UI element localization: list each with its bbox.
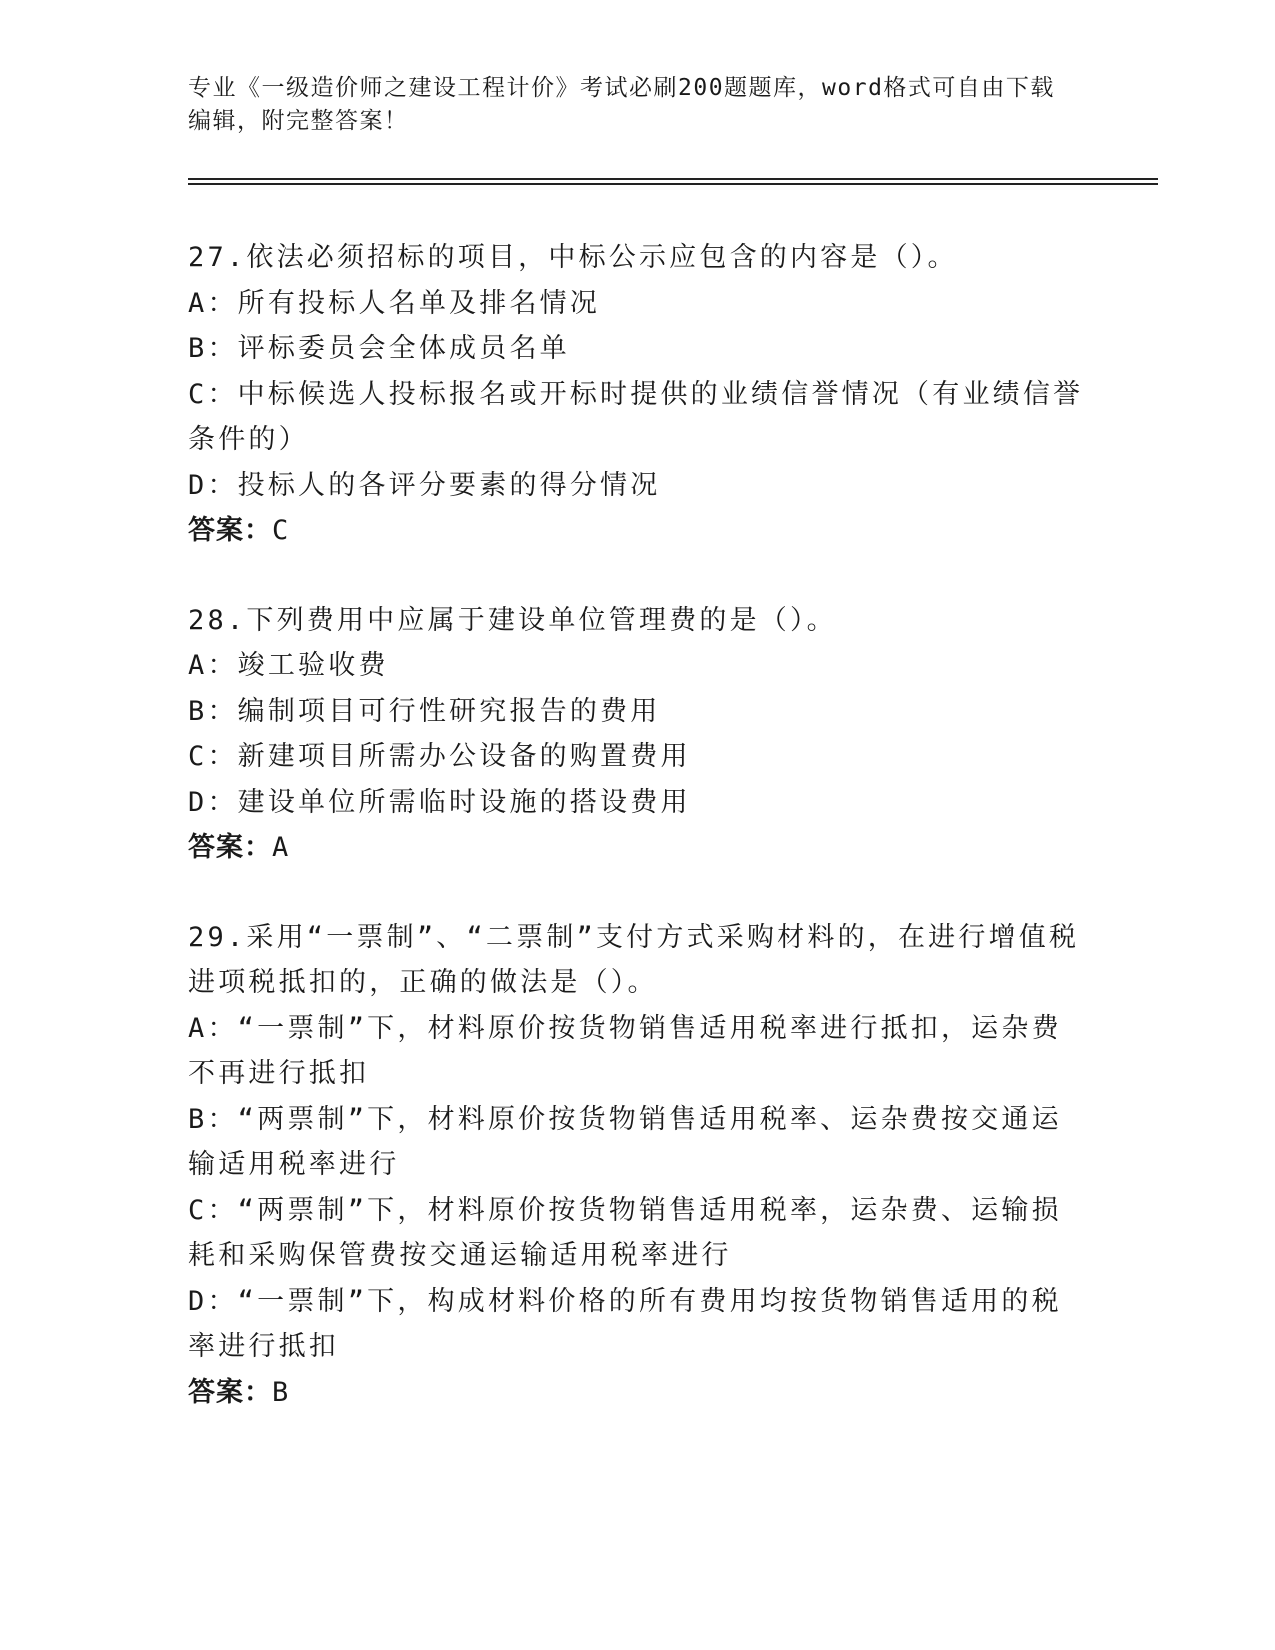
question-list (188, 235, 1088, 1459)
option-d: D：“一票制”下，构成材料价格的所有费用均按货物销售适用的税率进行抵扣 (188, 1285, 1062, 1362)
answer-value: C (272, 515, 290, 546)
option-c: C：“两票制”下，材料原价按货物销售适用税率，运杂费、运输损耗和采购保管费按交通运输适用税率进行 (188, 1194, 1062, 1271)
answer-label: 答案： (188, 1376, 272, 1408)
answer (188, 825, 1088, 871)
option-b: B：“两票制”下，材料原价按货物销售适用税率、运杂费按交通运输适用税率进行 (188, 1103, 1062, 1180)
question-29 (188, 915, 1088, 1416)
question-stem: 29.采用“一票制”、“二票制”支付方式采购材料的，在进行增值税进项税抵扣的，正确的做法是（）。 (188, 921, 1080, 998)
header-divider-top (188, 178, 1158, 180)
answer (188, 1370, 1088, 1416)
option-a: A：所有投标人名单及排名情况 (188, 287, 601, 319)
option-c: C：新建项目所需办公设备的购置费用 (188, 741, 691, 772)
option-b: B：评标委员会全体成员名单 (188, 333, 570, 364)
question-27 (188, 235, 1088, 554)
option-b: B：编制项目可行性研究报告的费用 (188, 695, 661, 727)
option-d: D：投标人的各评分要素的得分情况 (188, 469, 661, 501)
answer-value: B (272, 1376, 290, 1408)
question-28 (188, 598, 1088, 871)
answer-label: 答案： (188, 515, 272, 546)
option-a: A：竣工验收费 (188, 650, 389, 681)
option-c: C：中标候选人投标报名或开标时提供的业绩信誉情况（有业绩信誉条件的） (188, 378, 1084, 455)
answer-value: A (272, 832, 290, 863)
answer-label: 答案： (188, 832, 272, 863)
question-stem: 27.依法必须招标的项目，中标公示应包含的内容是（）。 (188, 242, 958, 273)
option-a: A：“一票制”下，材料原价按货物销售适用税率进行抵扣，运杂费不再进行抵扣 (188, 1012, 1062, 1089)
answer (188, 508, 1088, 554)
document-header: 专业《一级造价师之建设工程计价》考试必刷200题题库，word格式可自由下载编辑，附完整答案！ (188, 75, 1055, 134)
header-divider-bottom (188, 183, 1158, 185)
question-stem: 28.下列费用中应属于建设单位管理费的是（）。 (188, 604, 837, 636)
option-d: D：建设单位所需临时设施的搭设费用 (188, 786, 691, 818)
